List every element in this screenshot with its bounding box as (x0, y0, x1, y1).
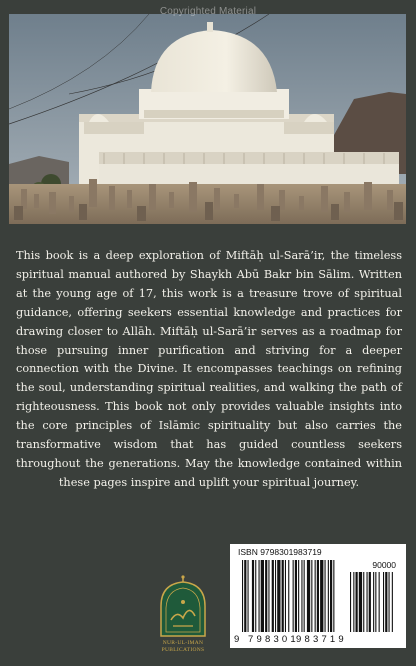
domed-mausoleum-photo (9, 14, 406, 224)
isbn-barcode (230, 544, 406, 648)
isbn-label: ISBN 9798301983719 (238, 547, 322, 557)
price-code: 90000 (372, 560, 396, 570)
publisher-name-line1: NUR-UL-IMAN (162, 640, 204, 646)
book-description: This book is a deep exploration of Miftāḥ ul-Sarā’ir, the timeless spiritual manual authored by Shaykh Abū Bakr bin Sālim. Written at the young age of 17, this work is a treasure trove of spiritual guidance, offering seekers essential knowledge and practices for drawing closer to Allāh. Miftāḥ ul-Sarā’ir serves as a roadmap for those pursuing inner purification and striving for a deeper connection with the Divine. It encompasses teachings on refining the soul, understanding spiritual realities, and walking the path of righteousness. This book not only provides valuable insights into the core principles of Islāmic spirituality but also carries the transformative wisdom that has guided countless seekers throughout the generations. May the knowledge contained within these pages inspire and uplift your spiritual journey. (16, 249, 402, 489)
barcode-digit-first: 9 (234, 634, 240, 645)
copyright-watermark: Copyrighted Material (159, 6, 257, 17)
barcode-digits-right: 983719 (296, 634, 347, 645)
cover-photo (9, 14, 406, 224)
publisher-name-line2: PUBLICATIONS (161, 646, 205, 653)
barcode-digits-left: 798301 (248, 634, 299, 645)
publisher-name (150, 640, 216, 653)
